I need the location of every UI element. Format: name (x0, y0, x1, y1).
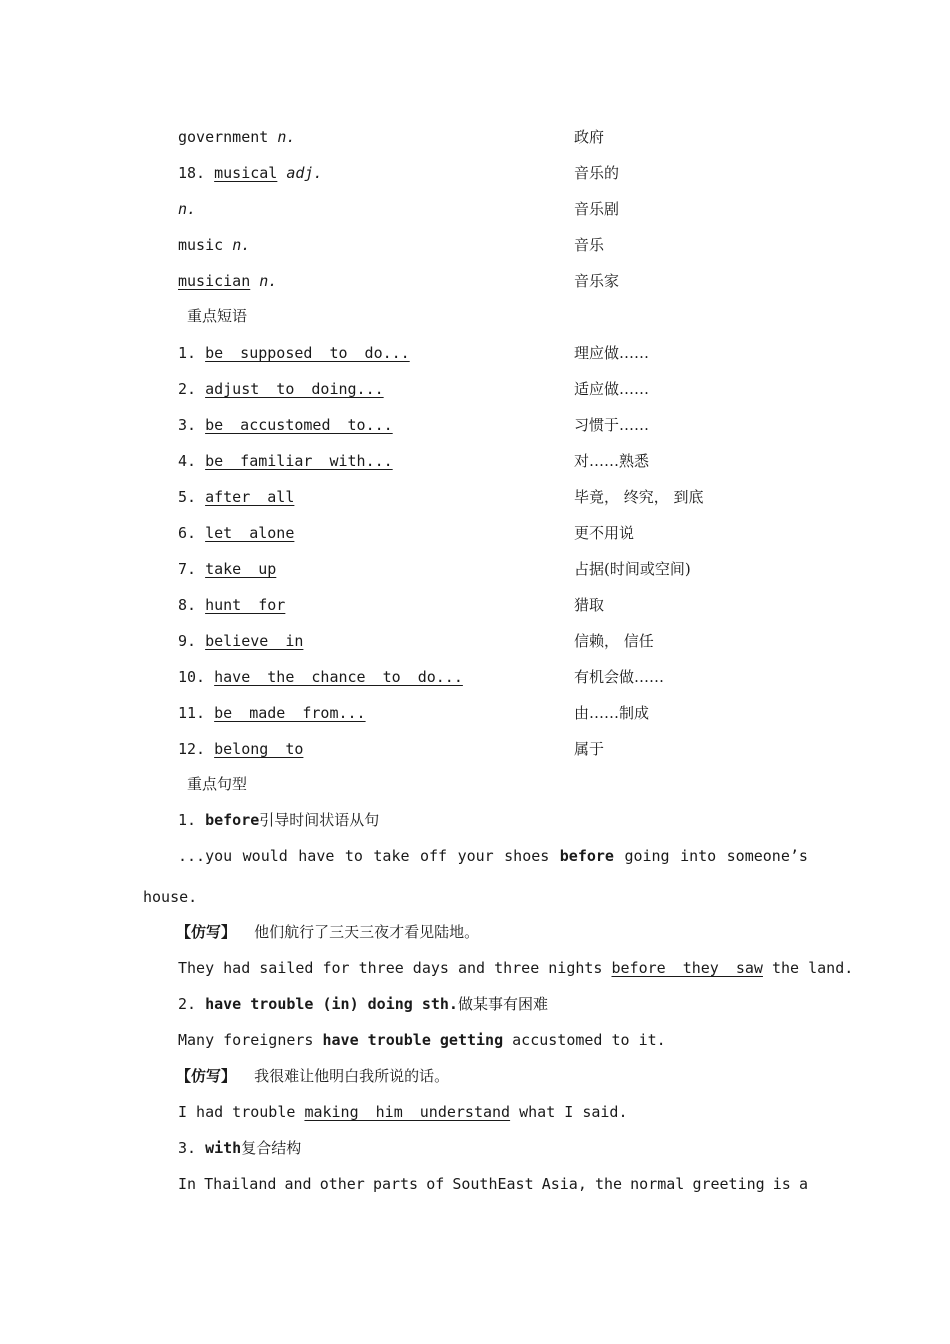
phrase-text: believe in (205, 632, 304, 650)
vocab-row-musician (178, 271, 277, 291)
phrase-meaning: 对……熟悉 (574, 452, 650, 470)
answer-blank: making him understand (304, 1103, 511, 1121)
phrase-row: 11. be made from... (178, 704, 366, 722)
phrase-text: hunt for (205, 596, 286, 614)
phrase-row: 5. after all (178, 488, 295, 506)
vocab-number: 18. (178, 164, 206, 182)
sentence-2-title: 2. have trouble (in) doing sth.做某事有困难 (178, 995, 548, 1013)
phrase-meaning: 属于 (574, 740, 605, 758)
vocab-word: government (178, 128, 269, 146)
sentence-3-title: 3. with复合结构 (178, 1139, 302, 1157)
phrase-meaning: 理应做…… (574, 344, 650, 362)
vocab-word: musical (214, 164, 278, 182)
practice-label: 【仿写】 (176, 923, 237, 941)
practice-2 (176, 1066, 449, 1086)
vocab-meaning: 政府 (574, 128, 605, 146)
practice-prompt: 我很难让他明白我所说的话。 (254, 1067, 450, 1085)
phrase-row: 1. be supposed to do... (178, 344, 410, 362)
phrase-row: 3. be accustomed to... (178, 416, 393, 434)
phrase-meaning: 适应做…… (574, 380, 650, 398)
phrase-text: after all (205, 488, 295, 506)
sentence-2-example: Many foreigners have trouble getting accustomed to it. (178, 1031, 666, 1049)
vocab-pos: adj. (286, 164, 323, 182)
phrase-text: be supposed to do... (205, 344, 410, 362)
vocab-row-government (178, 127, 295, 147)
vocab-meaning: 音乐家 (574, 272, 620, 290)
phrase-row: 8. hunt for (178, 596, 286, 614)
vocab-word: music (178, 236, 224, 254)
vocab-pos: n. (232, 236, 251, 254)
keyword: before (559, 847, 614, 865)
phrase-meaning: 占据(时间或空间) (574, 560, 691, 578)
phrase-text: take up (205, 560, 277, 578)
phrase-text: adjust to doing... (205, 380, 384, 398)
phrase-row: 12. belong to (178, 740, 304, 758)
phrase-meaning: 猎取 (574, 596, 605, 614)
vocab-pos: n. (178, 200, 197, 218)
vocab-meaning: 音乐剧 (574, 200, 620, 218)
phrase-text: belong to (214, 740, 304, 758)
phrase-text: let alone (205, 524, 295, 542)
practice-1 (176, 922, 479, 942)
sentence-1-title: 1. before引导时间状语从句 (178, 811, 380, 829)
phrase-meaning: 信赖， 信任 (574, 632, 654, 650)
phrase-row: 4. be familiar with... (178, 452, 393, 470)
phrase-text: be made from... (214, 704, 366, 722)
phrase-meaning: 由……制成 (574, 704, 650, 722)
vocab-meaning: 音乐 (574, 236, 605, 254)
sentence-1-example: ...you would have to take off your shoes before going into someone’s (178, 847, 808, 865)
phrase-row: 10. have the chance to do... (178, 668, 463, 686)
vocab-word: musician (178, 272, 251, 290)
sentence-3-example: In Thailand and other parts of SouthEast Asia, the normal greeting is a (178, 1175, 808, 1193)
vocab-pos: n. (277, 128, 296, 146)
vocab-row-music (178, 235, 250, 255)
phrases-heading: 重点短语 (187, 307, 248, 325)
sentence-1-example-cont: house. (143, 888, 198, 906)
phrase-row: 7. take up (178, 560, 277, 578)
phrase-meaning: 更不用说 (574, 524, 635, 542)
sentences-heading: 重点句型 (187, 775, 248, 793)
phrase-row: 2. adjust to doing... (178, 380, 384, 398)
practice-1-answer: They had sailed for three days and three nights before they saw the land. (178, 959, 854, 977)
phrase-row: 6. let alone (178, 524, 295, 542)
vocab-pos: n. (259, 272, 278, 290)
practice-prompt: 他们航行了三天三夜才看见陆地。 (254, 923, 480, 941)
phrase-row: 9. believe in (178, 632, 304, 650)
vocab-row-musical (178, 163, 323, 183)
keyword: have trouble getting (322, 1031, 504, 1049)
phrase-meaning: 习惯于…… (574, 416, 650, 434)
practice-2-answer: I had trouble making him understand what I said. (178, 1103, 628, 1121)
vocab-meaning: 音乐的 (574, 164, 620, 182)
phrase-text: be accustomed to... (205, 416, 393, 434)
phrase-text: be familiar with... (205, 452, 393, 470)
phrase-meaning: 有机会做…… (574, 668, 665, 686)
phrase-meaning: 毕竟， 终究， 到底 (574, 488, 704, 506)
phrase-text: have the chance to do... (214, 668, 463, 686)
practice-label: 【仿写】 (176, 1067, 237, 1085)
answer-blank: before they saw (611, 959, 763, 977)
vocab-row-musical-noun (178, 199, 196, 219)
